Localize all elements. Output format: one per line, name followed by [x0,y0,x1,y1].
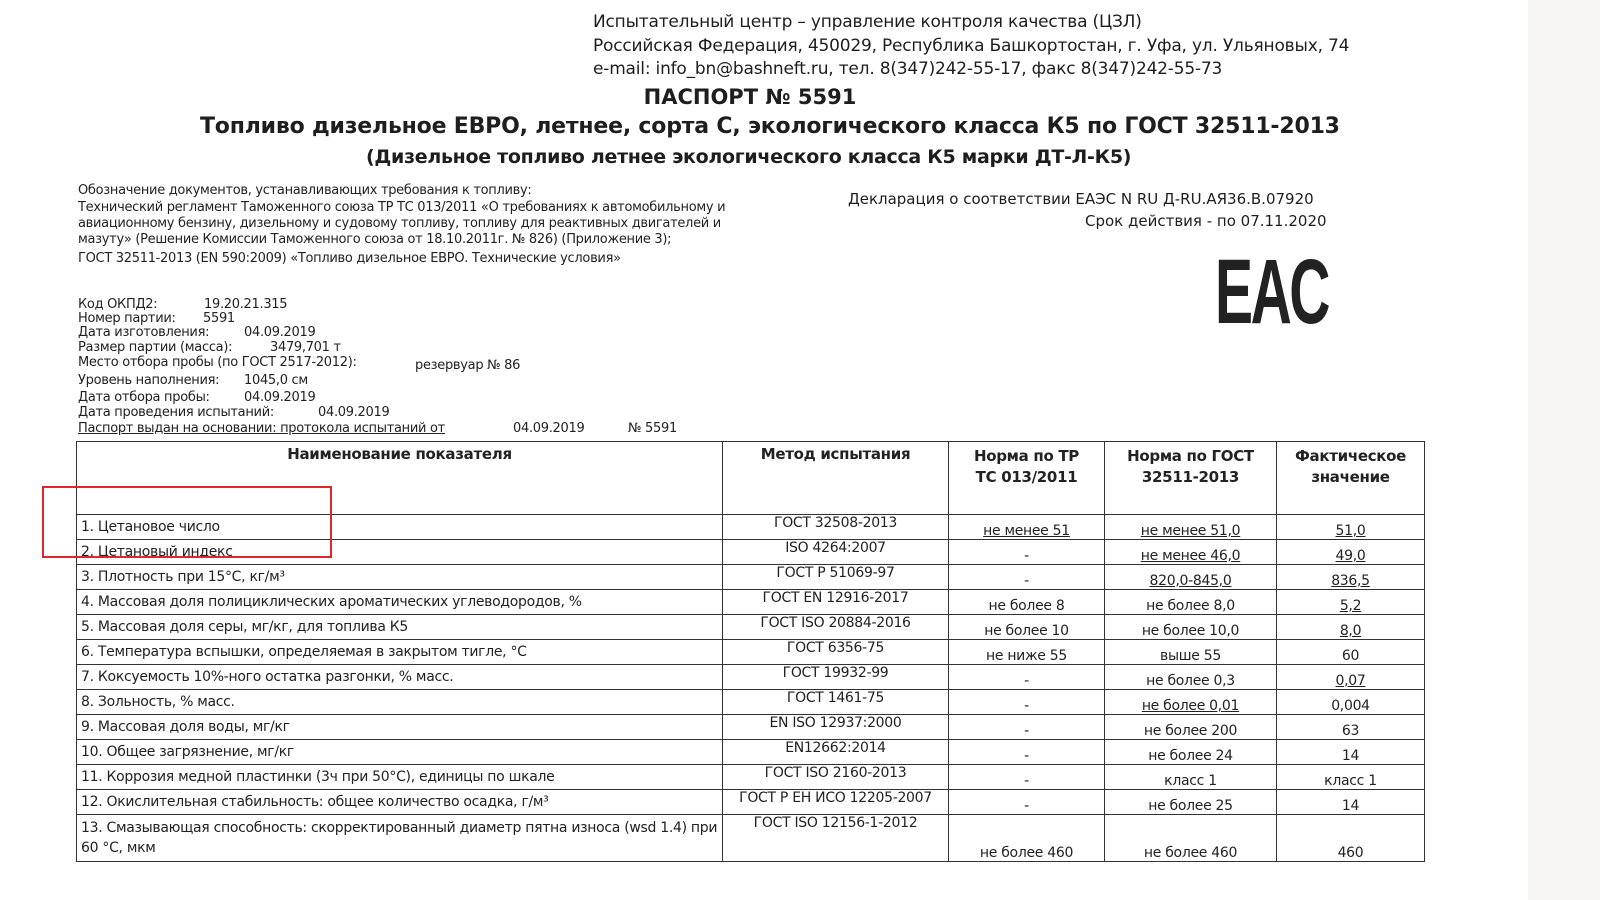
row-actual: 460 [1277,815,1425,862]
row-actual: 49,0 [1277,540,1425,565]
meta-basis [78,421,677,436]
row-name: 12. Окислительная стабильность: общее количество осадка, г/м³ [77,790,723,815]
header-norm-tr: Норма по ТР ТС 013/2011 [949,442,1105,515]
meta-test-date [78,405,390,420]
passport-title-text: ПАСПОРТ № 5591 [643,85,857,109]
row-actual: 0,07 [1277,665,1425,690]
meta-okpd [78,297,288,312]
table-row [77,665,1425,690]
meta-label: Номер партии: [78,311,176,326]
row-norm-tr: - [949,765,1105,790]
eac-mark-icon: EAC [1215,241,1328,343]
row-norm-gost: не более 200 [1105,715,1277,740]
page-edge [1528,0,1600,900]
row-norm-gost: класс 1 [1105,765,1277,790]
meta-value: 04.09.2019 [318,405,390,420]
meta-label: Код ОКПД2: [78,297,158,312]
meta-sampling-place [78,355,521,373]
header-norm-gost: Норма по ГОСТ 32511-2013 [1105,442,1277,515]
row-name: 7. Коксуемость 10%-ного остатка разгонки, % масс. [77,665,723,690]
row-norm-tr: не ниже 55 [949,640,1105,665]
row-norm-gost: не более 25 [1105,790,1277,815]
meta-label: Дата изготовления: [78,325,210,340]
row-actual: 14 [1277,790,1425,815]
row-norm-gost: не более 8,0 [1105,590,1277,615]
table-row [77,815,1425,862]
basis-number: № 5591 [628,421,677,436]
meta-value: 19.20.21.315 [204,297,288,312]
meta-value: 04.09.2019 [244,390,316,405]
row-method: ГОСТ 6356-75 [723,640,949,665]
row-name: 10. Общее загрязнение, мг/кг [77,740,723,765]
table-row [77,790,1425,815]
row-method: EN ISO 12937:2000 [723,715,949,740]
table-row [77,590,1425,615]
table-row [77,565,1425,590]
highlight-box [42,486,332,558]
row-name: 13. Смазывающая способность: скорректированный диаметр пятна износа (wsd 1.4) при 60 °С, мкм [77,815,723,862]
row-actual: 63 [1277,715,1425,740]
row-method: ГОСТ EN 12916-2017 [723,590,949,615]
row-name: 9. Массовая доля воды, мг/кг [77,715,723,740]
row-actual: класс 1 [1277,765,1425,790]
lab-contacts: e-mail: info_bn@bashneft.ru, тел. 8(347)242-55-17, факс 8(347)242-55-73 [593,59,1223,79]
row-method: ГОСТ Р 51069-97 [723,565,949,590]
meta-label: Место отбора пробы (по ГОСТ 2517-2012): [78,355,357,370]
meta-value: 04.09.2019 [244,325,316,340]
header-name: Наименование показателя [77,442,723,515]
requirements-text: Технический регламент Таможенного союза ТР ТС 013/2011 «О требованиях к автомобильному и авиационному бензину, дизельному и судовому топливу, топливу для реактивных двигателей и мазуту» (Решение Комиссии Таможенного союза от 18.10.2011г. № 826) (Приложение 3); [78,200,726,247]
row-name: 3. Плотность при 15°С, кг/м³ [77,565,723,590]
meta-value: 3479,701 т [270,340,341,355]
requirements-standard: ГОСТ 32511-2013 (EN 590:2009) «Топливо дизельное ЕВРО. Технические условия» [78,251,621,266]
declaration-text: Декларация о соответствии ЕАЭС N RU Д-RU.АЯ36.В.07920 [848,190,1314,208]
row-norm-tr: - [949,715,1105,740]
row-actual: 8,0 [1277,615,1425,640]
row-norm-gost: не менее 51,0 [1105,515,1277,540]
basis-label: Паспорт выдан на основании: протокола испытаний от [78,421,445,436]
lab-address: Российская Федерация, 450029, Республика Башкортостан, г. Уфа, ул. Ульяновых, 74 [593,36,1350,56]
row-actual: 51,0 [1277,515,1425,540]
table-row [77,640,1425,665]
table-row [77,715,1425,740]
meta-batch [78,311,235,326]
header-actual: Фактическое значение [1277,442,1425,515]
lab-name: Испытательный центр – управление контроля качества (ЦЗЛ) [593,12,1142,32]
row-norm-tr: - [949,790,1105,815]
row-norm-tr: не менее 51 [949,515,1105,540]
row-method: EN12662:2014 [723,740,949,765]
row-method: ГОСТ 32508-2013 [723,515,949,540]
meta-label: Дата проведения испытаний: [78,405,274,420]
passport-title [0,85,1500,109]
table-row [77,690,1425,715]
row-name: 4. Массовая доля полициклических ароматических углеводородов, % [77,590,723,615]
row-name: 2. Цетановый индекс [77,540,723,565]
row-norm-gost: не более 0,3 [1105,665,1277,690]
table-row [77,615,1425,640]
row-method: ГОСТ ISO 2160-2013 [723,765,949,790]
row-norm-gost: не более 0,01 [1105,690,1277,715]
meta-manufacture-date [78,325,316,340]
meta-label: Размер партии (масса): [78,340,233,355]
row-actual: 0,004 [1277,690,1425,715]
meta-sampling-date [78,390,316,405]
product-alt-name: (Дизельное топливо летнее экологического класса К5 марки ДТ-Л-К5) [366,146,1132,168]
row-method: ISO 4264:2007 [723,540,949,565]
table-row [77,765,1425,790]
requirements-heading: Обозначение документов, устанавливающих требования к топливу: [78,183,532,198]
row-norm-tr: - [949,565,1105,590]
row-method: ГОСТ 1461-75 [723,690,949,715]
row-norm-tr: - [949,740,1105,765]
row-actual: 60 [1277,640,1425,665]
table-row [77,740,1425,765]
row-name: 8. Зольность, % масс. [77,690,723,715]
row-norm-tr: - [949,690,1105,715]
row-norm-tr: не более 10 [949,615,1105,640]
row-method: ГОСТ Р ЕН ИСО 12205-2007 [723,790,949,815]
row-norm-tr: не более 460 [949,815,1105,862]
row-norm-gost: не более 24 [1105,740,1277,765]
row-actual: 14 [1277,740,1425,765]
basis-date: 04.09.2019 [513,421,585,436]
product-name: Топливо дизельное ЕВРО, летнее, сорта С, экологического класса К5 по ГОСТ 32511-2013 [200,114,1340,139]
meta-fill-level [78,373,308,388]
row-method: ГОСТ ISO 20884-2016 [723,615,949,640]
meta-value: 5591 [203,311,235,326]
row-norm-gost: выше 55 [1105,640,1277,665]
row-norm-gost: не менее 46,0 [1105,540,1277,565]
declaration-validity: Срок действия - по 07.11.2020 [1085,212,1327,230]
row-norm-tr: - [949,540,1105,565]
row-norm-gost: не более 460 [1105,815,1277,862]
row-norm-tr: - [949,665,1105,690]
meta-value: 1045,0 см [244,373,308,388]
meta-batch-size [78,340,341,355]
row-name: 1. Цетановое число [77,515,723,540]
row-name: 11. Коррозия медной пластинки (3ч при 50°С), единицы по шкале [77,765,723,790]
header-method: Метод испытания [723,442,949,515]
row-norm-gost: 820,0-845,0 [1105,565,1277,590]
meta-label: Уровень наполнения: [78,373,220,388]
meta-label: Дата отбора пробы: [78,390,210,405]
row-name: 6. Температура вспышки, определяемая в закрытом тигле, °С [77,640,723,665]
row-method: ГОСТ 19932-99 [723,665,949,690]
row-actual: 5,2 [1277,590,1425,615]
requirements-block [78,183,738,267]
row-norm-gost: не более 10,0 [1105,615,1277,640]
row-norm-tr: не более 8 [949,590,1105,615]
row-method: ГОСТ ISO 12156-1-2012 [723,815,949,862]
row-name: 5. Массовая доля серы, мг/кг, для топлива К5 [77,615,723,640]
row-actual: 836,5 [1277,565,1425,590]
meta-value: резервуар № 86 [415,358,521,373]
